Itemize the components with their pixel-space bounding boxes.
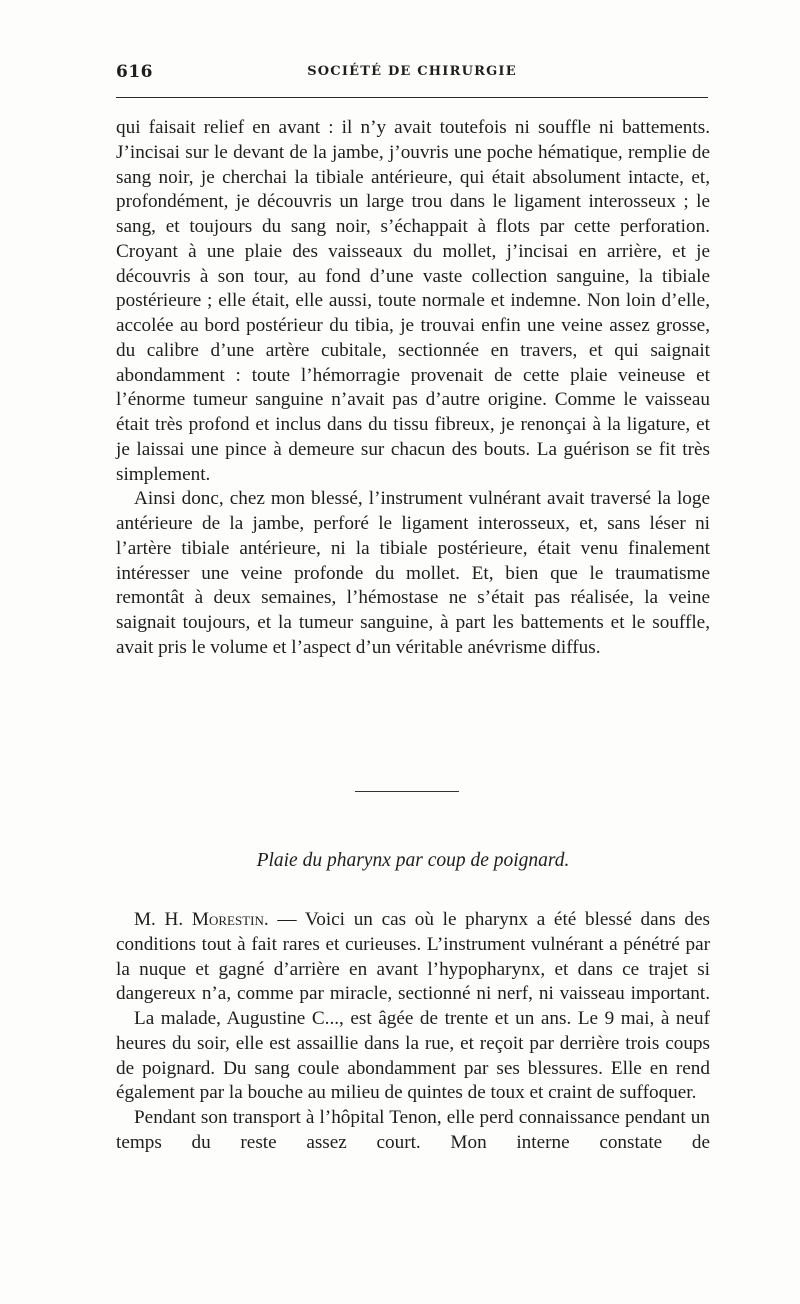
case-continuation-text [116,116,710,661]
intro-text: — Voici un cas où le pharynx a été blessé dans des conditions tout à fait rares et curieuses. L’instrument vulnérant a pénétré par la nuque et gagné d’arrière en avant l’hypopharynx, et dans ce trajet si dangereux n’a, comme par miracle, sectionné ni nerf, ni vaisseau important. [116,909,710,1005]
paragraph-transport: Pendant son transport à l’hôpital Tenon, elle perd connaissance pendant un temps du reste assez court. Mon interne constate de [116,1107,710,1153]
author-name: Morestin. [191,909,269,930]
paragraph-case-description: qui faisait relief en avant : il n’y avait toutefois ni souffle ni battements. J’incisai sur le devant de la jambe, j’ouvris une poche hématique, remplie de sang noir, je cherchai la tibiale antérieure, qui était absolument intacte, et, profondément, je découvris un large trou dans le ligament interosseux ; le sang, et toujours du sang noir, s’échappait à flots par cette perforation. Croyant à une plaie des vaisseaux du mollet, j’incisai en arrière, et je découvris à son tour, au fond d’une vaste collection sanguine, la tibiale postérieure ; elle était, elle aussi, toute normale et indemne. Non loin d’elle, accolée au bord postérieur du tibia, je trouvai enfin une veine assez grosse, du calibre d’une artère cubitale, sectionnée en travers, et qui saignait abondamment : toute l’hémorragie provenait de cette plaie veineuse et l’énorme tumeur sanguine n’avait pas d’autre origine. Comme le vaisseau était très profond et inclus dans du tissu fibreux, je renonçai à la ligature, et je laissai une pince à demeure sur chacun des bouts. La guérison se fit très simplement. [116,117,710,485]
paragraph-case-summary: Ainsi donc, chez mon blessé, l’instrument vulnérant avait traversé la loge antérieure de la jambe, perforé le ligament interosseux, et, sans léser ni l’artère tibiale antérieure, ni la tibiale postérieure, était venu finalement intéresser une veine profonde du mollet. Et, bien que le traumatisme remontât à deux semaines, l’hémostase ne s’était pas réalisée, la veine saignait toujours, et la tumeur sanguine, à part les battements et le souffle, avait pris le volume et l’aspect d’un véritable anévrisme diffus. [116,488,710,658]
paragraph-patient-history: La malade, Augustine C..., est âgée de trente et un ans. Le 9 mai, à neuf heures du soir, elle est assaillie dans la rue, et reçoit par derrière trois coups de poignard. Du sang coule abondamment par ses blessures. Elle en rend également par la bouche au milieu de quintes de toux et craint de suffoquer. [116,1008,710,1104]
pharynx-case-text [116,908,710,1156]
running-head: SOCIÉTÉ DE CHIRURGIE [307,64,517,79]
author-prefix: M. H. [134,909,192,930]
section-separator [355,791,459,792]
page-header [116,62,708,84]
header-rule [116,97,708,98]
paragraph-pharynx-intro [116,908,710,1007]
page-number: 616 [116,62,153,82]
section-title: Plaie du pharynx par coup de poignard. [256,850,570,871]
